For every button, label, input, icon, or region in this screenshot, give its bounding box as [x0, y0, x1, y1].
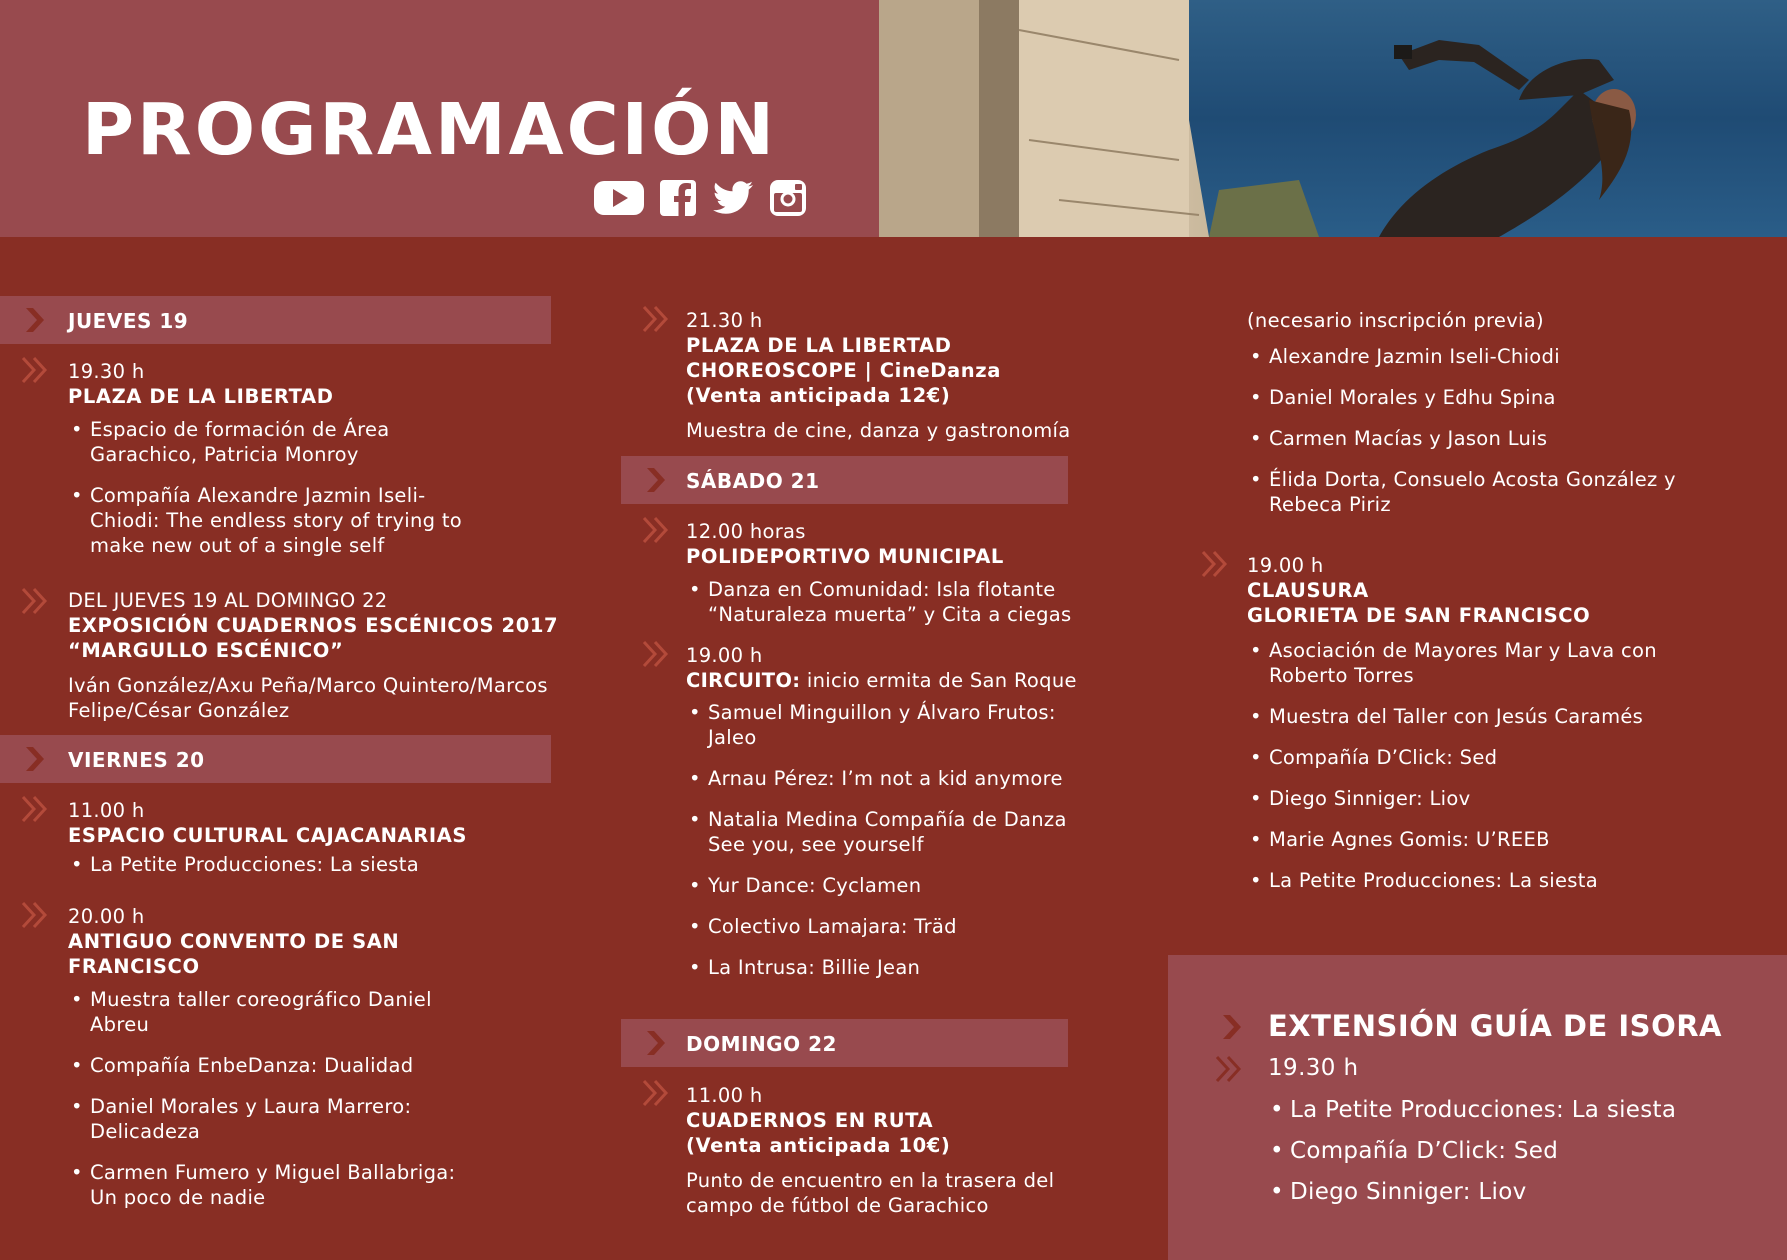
- double-chevron-icon: [643, 305, 675, 333]
- performer-list: [1247, 638, 1687, 893]
- list-item: • Arnau Pérez: I’m not a kid anymore: [686, 766, 1086, 791]
- event-route-label: CIRCUITO:: [686, 669, 801, 692]
- list-item: • Danza en Comunidad: Isla flotante “Naturaleza muerta” y Cita a ciegas: [686, 577, 1086, 627]
- performer-list: [68, 987, 468, 1210]
- double-chevron-icon: [1216, 1055, 1248, 1083]
- performer-list: [1247, 344, 1687, 517]
- event-time: 19.30 h: [1268, 1055, 1359, 1081]
- event-time: 19.00 h: [1247, 554, 1324, 577]
- list-item: • Carmen Macías y Jason Luis: [1247, 426, 1687, 451]
- list-item: • Espacio de formación de Área Garachico, Patricia Monroy: [68, 417, 488, 467]
- performer-list: [686, 700, 1086, 980]
- double-chevron-icon: [22, 356, 54, 384]
- event-viernes-2000: [68, 904, 468, 1226]
- performer-list: [686, 577, 1086, 627]
- event-subtitle: “MARGULLO ESCÉNICO”: [68, 639, 344, 662]
- registration-note: (necesario inscripción previa): [1247, 309, 1544, 332]
- list-item: • Carmen Fumero y Miguel Ballabriga: Un poco de nadie: [68, 1160, 468, 1210]
- day-label: SÁBADO 21: [686, 469, 820, 493]
- event-price: (Venta anticipada 12€): [686, 384, 951, 407]
- list-item: • Yur Dance: Cyclamen: [686, 873, 1086, 898]
- list-item: • Natalia Medina Compañía de Danza See you, see yourself: [686, 807, 1086, 857]
- double-chevron-icon: [22, 587, 54, 615]
- list-item: • Muestra del Taller con Jesús Caramés: [1247, 704, 1687, 729]
- list-item: • La Petite Producciones: La siesta: [68, 852, 538, 877]
- chevron-icon: [1220, 1013, 1248, 1041]
- day-header-viernes: [0, 735, 551, 783]
- event-time: 12.00 horas: [686, 520, 806, 543]
- event-viernes-2130: [686, 308, 1106, 443]
- event-price: (Venta anticipada 10€): [686, 1134, 951, 1157]
- youtube-icon[interactable]: [594, 180, 644, 216]
- extension-title: EXTENSIÓN GUÍA DE ISORA: [1268, 1009, 1722, 1043]
- list-item: • Élida Dorta, Consuelo Acosta González y Rebeca Piriz: [1247, 467, 1687, 517]
- double-chevron-icon: [22, 901, 54, 929]
- list-item: • Marie Agnes Gomis: U’REEB: [1247, 827, 1687, 852]
- day-header-sabado: [621, 456, 1068, 504]
- event-time: 19.30 h: [68, 360, 145, 383]
- event-title: EXPOSICIÓN CUADERNOS ESCÉNICOS 2017: [68, 614, 559, 637]
- event-clausura: [1247, 553, 1687, 909]
- event-exposicion: [68, 588, 568, 723]
- event-sabado-1200: [686, 519, 1086, 643]
- event-venue: GLORIETA DE SAN FRANCISCO: [1247, 604, 1591, 627]
- event-time: 20.00 h: [68, 905, 145, 928]
- list-item: • Asociación de Mayores Mar y Lava con Roberto Torres: [1247, 638, 1687, 688]
- double-chevron-icon: [643, 640, 675, 668]
- event-venue: ANTIGUO CONVENTO DE SAN FRANCISCO: [68, 930, 400, 978]
- list-item: • Muestra taller coreográfico Daniel Abreu: [68, 987, 468, 1037]
- day-label: DOMINGO 22: [686, 1032, 837, 1056]
- event-time: 19.00 h: [686, 644, 763, 667]
- event-venue: ESPACIO CULTURAL CAJACANARIAS: [68, 824, 468, 847]
- event-time: 21.30 h: [686, 309, 763, 332]
- event-time: 11.00 h: [68, 799, 145, 822]
- instagram-icon[interactable]: [770, 180, 806, 216]
- event-artists: Iván González/Axu Peña/Marco Quintero/Marcos Felipe/César González: [68, 674, 548, 722]
- list-item: • Daniel Morales y Laura Marrero: Delicadeza: [68, 1094, 468, 1144]
- facebook-icon[interactable]: [660, 180, 696, 216]
- social-icons: [594, 180, 806, 216]
- event-title: CUADERNOS EN RUTA: [686, 1109, 934, 1132]
- performer-list: [1268, 1090, 1676, 1213]
- event-viernes-1100: [68, 798, 538, 893]
- event-title: CHOREOSCOPE | CineDanza: [686, 359, 1002, 382]
- day-header-domingo: [621, 1019, 1068, 1067]
- list-item: • Diego Sinniger: Liov: [1268, 1172, 1676, 1213]
- event-domingo-1100-continued: [1247, 308, 1687, 533]
- list-item: • Samuel Minguillon y Álvaro Frutos: Jaleo: [686, 700, 1086, 750]
- performer-list: [68, 852, 538, 877]
- double-chevron-icon: [1202, 550, 1234, 578]
- list-item: • Alexandre Jazmin Iseli-Chiodi: [1247, 344, 1687, 369]
- chevron-icon: [24, 745, 50, 773]
- list-item: • La Petite Producciones: La siesta: [1247, 868, 1687, 893]
- chevron-icon: [24, 306, 50, 334]
- list-item: • Diego Sinniger: Liov: [1247, 786, 1687, 811]
- header-panel: [0, 0, 879, 237]
- twitter-icon[interactable]: [712, 180, 754, 216]
- dancer-photo: [879, 0, 1787, 237]
- day-label: JUEVES 19: [68, 309, 189, 333]
- event-domingo-1100: [686, 1083, 1126, 1218]
- event-venue: PLAZA DE LA LIBERTAD: [68, 385, 334, 408]
- list-item: • Compañía D’Click: Sed: [1247, 745, 1687, 770]
- list-item: • La Petite Producciones: La siesta: [1268, 1090, 1676, 1131]
- event-route: [686, 668, 1086, 693]
- list-item: • Compañía D’Click: Sed: [1268, 1131, 1676, 1172]
- day-label: VIERNES 20: [68, 748, 205, 772]
- chevron-icon: [645, 466, 671, 494]
- double-chevron-icon: [643, 1079, 675, 1107]
- event-title: CLAUSURA: [1247, 579, 1369, 602]
- event-jueves-1930: [68, 359, 488, 574]
- event-description: Muestra de cine, danza y gastronomía: [686, 419, 1071, 442]
- event-route-detail: inicio ermita de San Roque: [800, 669, 1077, 692]
- event-venue: POLIDEPORTIVO MUNICIPAL: [686, 545, 1004, 568]
- list-item: • La Intrusa: Billie Jean: [686, 955, 1086, 980]
- performer-list: [68, 417, 488, 558]
- double-chevron-icon: [643, 516, 675, 544]
- event-sabado-1900: [686, 643, 1086, 996]
- list-item: • Daniel Morales y Edhu Spina: [1247, 385, 1687, 410]
- event-dates: DEL JUEVES 19 AL DOMINGO 22: [68, 589, 388, 612]
- event-venue: PLAZA DE LA LIBERTAD: [686, 334, 952, 357]
- extension-box: [1168, 955, 1787, 1260]
- event-time: 11.00 h: [686, 1084, 763, 1107]
- chevron-icon: [645, 1029, 671, 1057]
- double-chevron-icon: [22, 795, 54, 823]
- page-title: PROGRAMACIÓN: [82, 88, 777, 171]
- list-item: • Compañía EnbeDanza: Dualidad: [68, 1053, 468, 1078]
- day-header-jueves: [0, 296, 551, 344]
- list-item: • Colectivo Lamajara: Träd: [686, 914, 1086, 939]
- list-item: • Compañía Alexandre Jazmin Iseli-Chiodi: The endless story of trying to make new out of a single self: [68, 483, 488, 558]
- event-description: Punto de encuentro en la trasera del campo de fútbol de Garachico: [686, 1169, 1055, 1217]
